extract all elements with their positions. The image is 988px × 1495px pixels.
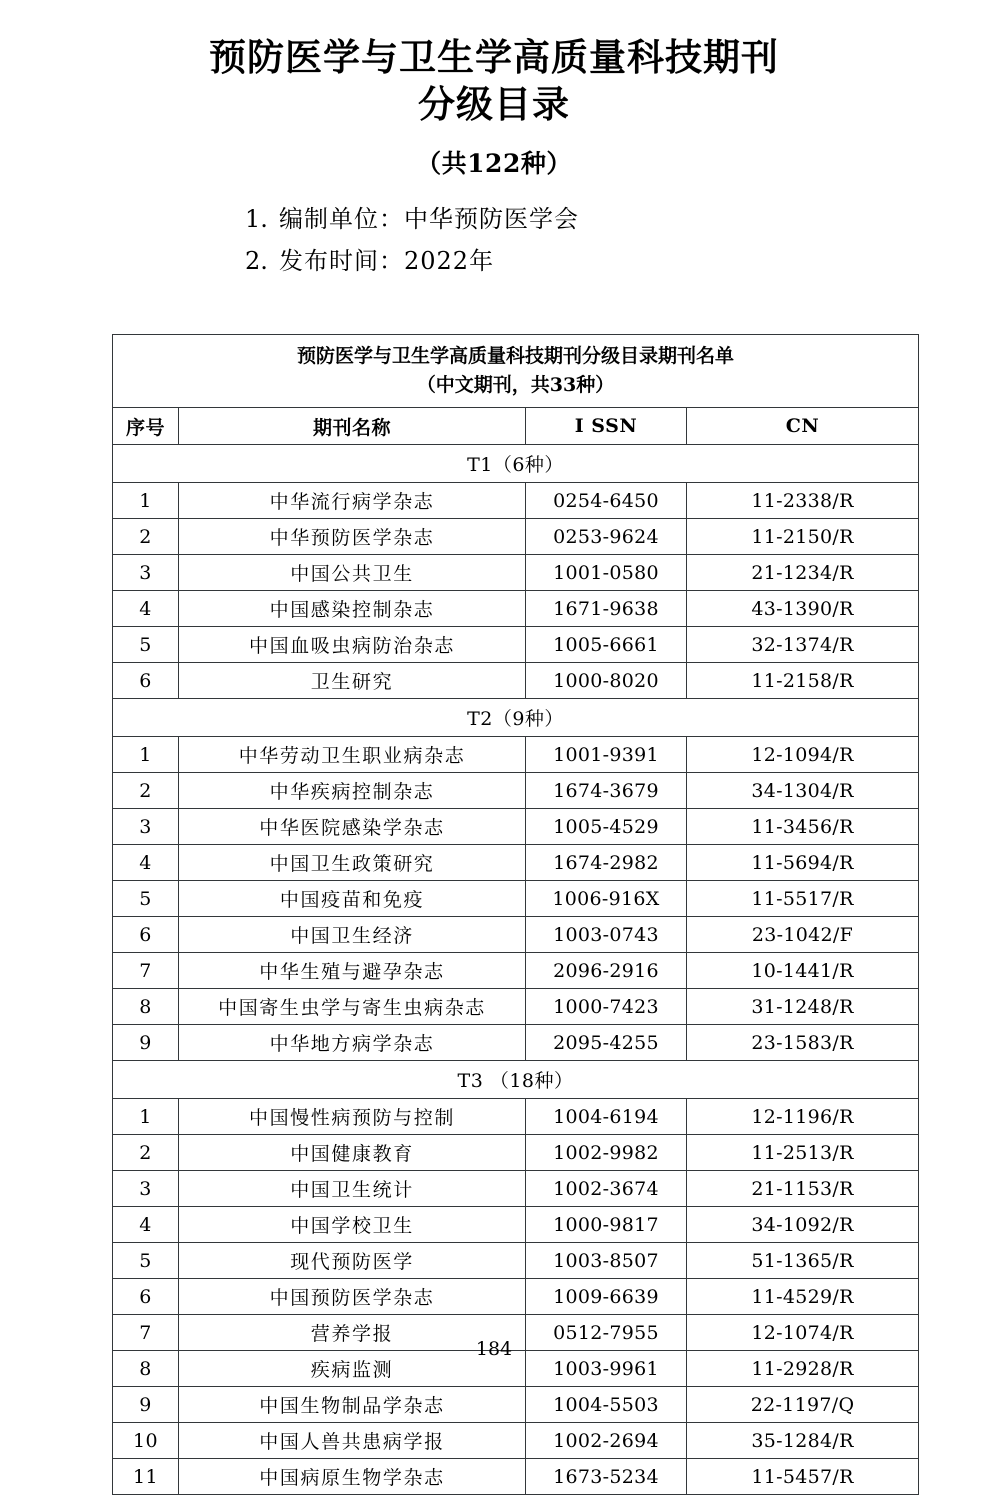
table-row	[113, 989, 919, 1025]
cell-issn: 1001-9391	[526, 737, 687, 773]
cell-name: 中国慢性病预防与控制	[179, 1099, 526, 1135]
meta-item-number: 1.	[245, 205, 268, 233]
cell-no: 9	[113, 1387, 179, 1423]
cell-name: 中华预防医学杂志	[179, 519, 526, 555]
cell-name: 疾病监测	[179, 1351, 526, 1387]
page-title	[0, 0, 988, 128]
cell-name: 中华生殖与避孕杂志	[179, 953, 526, 989]
meta-list	[245, 180, 805, 282]
cell-issn: 0254-6450	[526, 483, 687, 519]
journal-table-container	[112, 334, 918, 1495]
cell-no: 5	[113, 881, 179, 917]
cell-cn: 11-2158/R	[687, 663, 919, 699]
cell-issn: 1673-5234	[526, 1459, 687, 1495]
cell-no: 7	[113, 953, 179, 989]
cell-no: 8	[113, 989, 179, 1025]
table-banner-line1: 预防医学与卫生学高质量科技期刊分级目录期刊名单	[297, 345, 735, 367]
cell-no: 10	[113, 1423, 179, 1459]
table-banner-line2: （中文期刊，共33种）	[416, 374, 615, 396]
cell-cn: 10-1441/R	[687, 953, 919, 989]
table-row	[113, 845, 919, 881]
cell-issn: 1004-5503	[526, 1387, 687, 1423]
cell-no: 8	[113, 1351, 179, 1387]
list-item	[245, 198, 805, 240]
cell-cn: 43-1390/R	[687, 591, 919, 627]
table-header-row	[113, 408, 919, 445]
cell-no: 3	[113, 809, 179, 845]
cell-no: 1	[113, 737, 179, 773]
table-banner-row	[113, 335, 919, 408]
cell-name: 中国学校卫生	[179, 1207, 526, 1243]
cell-cn: 11-3456/R	[687, 809, 919, 845]
cell-no: 5	[113, 627, 179, 663]
cell-cn: 34-1092/R	[687, 1207, 919, 1243]
cell-cn: 11-2928/R	[687, 1351, 919, 1387]
table-row	[113, 483, 919, 519]
cell-cn: 21-1153/R	[687, 1171, 919, 1207]
table-row	[113, 555, 919, 591]
page-title-line2: 分级目录	[418, 83, 570, 126]
cell-cn: 11-5457/R	[687, 1459, 919, 1495]
tier-label-t1: T1（6种）	[113, 445, 919, 483]
cell-issn: 1671-9638	[526, 591, 687, 627]
cell-issn: 1004-6194	[526, 1099, 687, 1135]
cell-no: 9	[113, 1025, 179, 1061]
table-row	[113, 1025, 919, 1061]
cell-issn: 1674-3679	[526, 773, 687, 809]
list-item	[245, 240, 805, 282]
cell-issn: 2095-4255	[526, 1025, 687, 1061]
cell-cn: 22-1197/Q	[687, 1387, 919, 1423]
cell-name: 中国病原生物学杂志	[179, 1459, 526, 1495]
cell-issn: 1002-3674	[526, 1171, 687, 1207]
cell-name: 卫生研究	[179, 663, 526, 699]
page-subtitle: （共122种）	[416, 149, 572, 178]
table-row	[113, 917, 919, 953]
cell-name: 中华地方病学杂志	[179, 1025, 526, 1061]
cell-name: 中华医院感染学杂志	[179, 809, 526, 845]
tier-section-row	[113, 699, 919, 737]
cell-no: 1	[113, 483, 179, 519]
table-row	[113, 1459, 919, 1495]
cell-cn: 32-1374/R	[687, 627, 919, 663]
cell-no: 3	[113, 1171, 179, 1207]
cell-no: 1	[113, 1099, 179, 1135]
cell-cn: 23-1583/R	[687, 1025, 919, 1061]
cell-name: 中华疾病控制杂志	[179, 773, 526, 809]
cell-no: 5	[113, 1243, 179, 1279]
page-title-line1: 预防医学与卫生学高质量科技期刊	[209, 36, 779, 79]
cell-name: 中国感染控制杂志	[179, 591, 526, 627]
table-row	[113, 773, 919, 809]
cell-issn: 1003-0743	[526, 917, 687, 953]
cell-issn: 1000-8020	[526, 663, 687, 699]
cell-name: 中国预防医学杂志	[179, 1279, 526, 1315]
cell-no: 6	[113, 1279, 179, 1315]
cell-name: 中国卫生政策研究	[179, 845, 526, 881]
cell-cn: 11-2513/R	[687, 1135, 919, 1171]
cell-name: 中国卫生经济	[179, 917, 526, 953]
table-row	[113, 1135, 919, 1171]
cell-issn: 1000-9817	[526, 1207, 687, 1243]
cell-name: 中国健康教育	[179, 1135, 526, 1171]
table-row	[113, 1387, 919, 1423]
cell-issn: 2096-2916	[526, 953, 687, 989]
column-header-name: 期刊名称	[179, 408, 526, 445]
table-row	[113, 591, 919, 627]
cell-issn: 1006-916X	[526, 881, 687, 917]
cell-cn: 23-1042/F	[687, 917, 919, 953]
cell-name: 现代预防医学	[179, 1243, 526, 1279]
cell-issn: 1003-9961	[526, 1351, 687, 1387]
table-row	[113, 881, 919, 917]
cell-cn: 21-1234/R	[687, 555, 919, 591]
cell-name: 中华劳动卫生职业病杂志	[179, 737, 526, 773]
cell-no: 7	[113, 1315, 179, 1351]
cell-issn: 1674-2982	[526, 845, 687, 881]
meta-item-text: 发布时间：2022年	[279, 247, 495, 275]
cell-cn: 11-5694/R	[687, 845, 919, 881]
journal-table	[112, 334, 919, 1495]
cell-no: 2	[113, 773, 179, 809]
cell-name: 营养学报	[179, 1315, 526, 1351]
tier-section-row	[113, 1061, 919, 1099]
table-row	[113, 1243, 919, 1279]
table-row	[113, 627, 919, 663]
cell-issn: 0253-9624	[526, 519, 687, 555]
table-row	[113, 737, 919, 773]
table-row	[113, 809, 919, 845]
cell-cn: 11-2338/R	[687, 483, 919, 519]
table-row	[113, 1099, 919, 1135]
cell-no: 6	[113, 663, 179, 699]
table-row	[113, 1171, 919, 1207]
meta-item-number: 2.	[245, 247, 268, 275]
cell-cn: 12-1094/R	[687, 737, 919, 773]
cell-name: 中国生物制品学杂志	[179, 1387, 526, 1423]
cell-no: 11	[113, 1459, 179, 1495]
cell-cn: 35-1284/R	[687, 1423, 919, 1459]
cell-issn: 1002-2694	[526, 1423, 687, 1459]
cell-issn: 0512-7955	[526, 1315, 687, 1351]
tier-label-t2: T2（9种）	[113, 699, 919, 737]
table-row	[113, 953, 919, 989]
cell-cn: 12-1074/R	[687, 1315, 919, 1351]
table-banner	[113, 335, 919, 408]
table-row	[113, 1279, 919, 1315]
cell-cn: 31-1248/R	[687, 989, 919, 1025]
cell-no: 4	[113, 591, 179, 627]
cell-no: 2	[113, 519, 179, 555]
column-header-issn: I SSN	[526, 408, 687, 445]
cell-issn: 1000-7423	[526, 989, 687, 1025]
cell-no: 6	[113, 917, 179, 953]
table-row	[113, 663, 919, 699]
column-header-cn: CN	[687, 408, 919, 445]
cell-name: 中华流行病学杂志	[179, 483, 526, 519]
cell-issn: 1005-4529	[526, 809, 687, 845]
cell-no: 2	[113, 1135, 179, 1171]
tier-section-row	[113, 445, 919, 483]
cell-name: 中国疫苗和免疫	[179, 881, 526, 917]
cell-name: 中国寄生虫学与寄生虫病杂志	[179, 989, 526, 1025]
tier-label-t3: T3 （18种）	[113, 1061, 919, 1099]
table-row	[113, 519, 919, 555]
cell-cn: 12-1196/R	[687, 1099, 919, 1135]
table-row	[113, 1207, 919, 1243]
column-header-no: 序号	[113, 408, 179, 445]
cell-cn: 11-2150/R	[687, 519, 919, 555]
cell-no: 4	[113, 845, 179, 881]
cell-name: 中国公共卫生	[179, 555, 526, 591]
cell-name: 中国卫生统计	[179, 1171, 526, 1207]
page-number: 184	[475, 1338, 513, 1360]
cell-issn: 1001-0580	[526, 555, 687, 591]
cell-no: 4	[113, 1207, 179, 1243]
cell-issn: 1009-6639	[526, 1279, 687, 1315]
cell-cn: 11-5517/R	[687, 881, 919, 917]
cell-issn: 1005-6661	[526, 627, 687, 663]
cell-issn: 1003-8507	[526, 1243, 687, 1279]
cell-name: 中国血吸虫病防治杂志	[179, 627, 526, 663]
cell-issn: 1002-9982	[526, 1135, 687, 1171]
cell-cn: 51-1365/R	[687, 1243, 919, 1279]
cell-cn: 11-4529/R	[687, 1279, 919, 1315]
cell-cn: 34-1304/R	[687, 773, 919, 809]
cell-no: 3	[113, 555, 179, 591]
cell-name: 中国人兽共患病学报	[179, 1423, 526, 1459]
meta-item-text: 编制单位：中华预防医学会	[279, 205, 579, 233]
